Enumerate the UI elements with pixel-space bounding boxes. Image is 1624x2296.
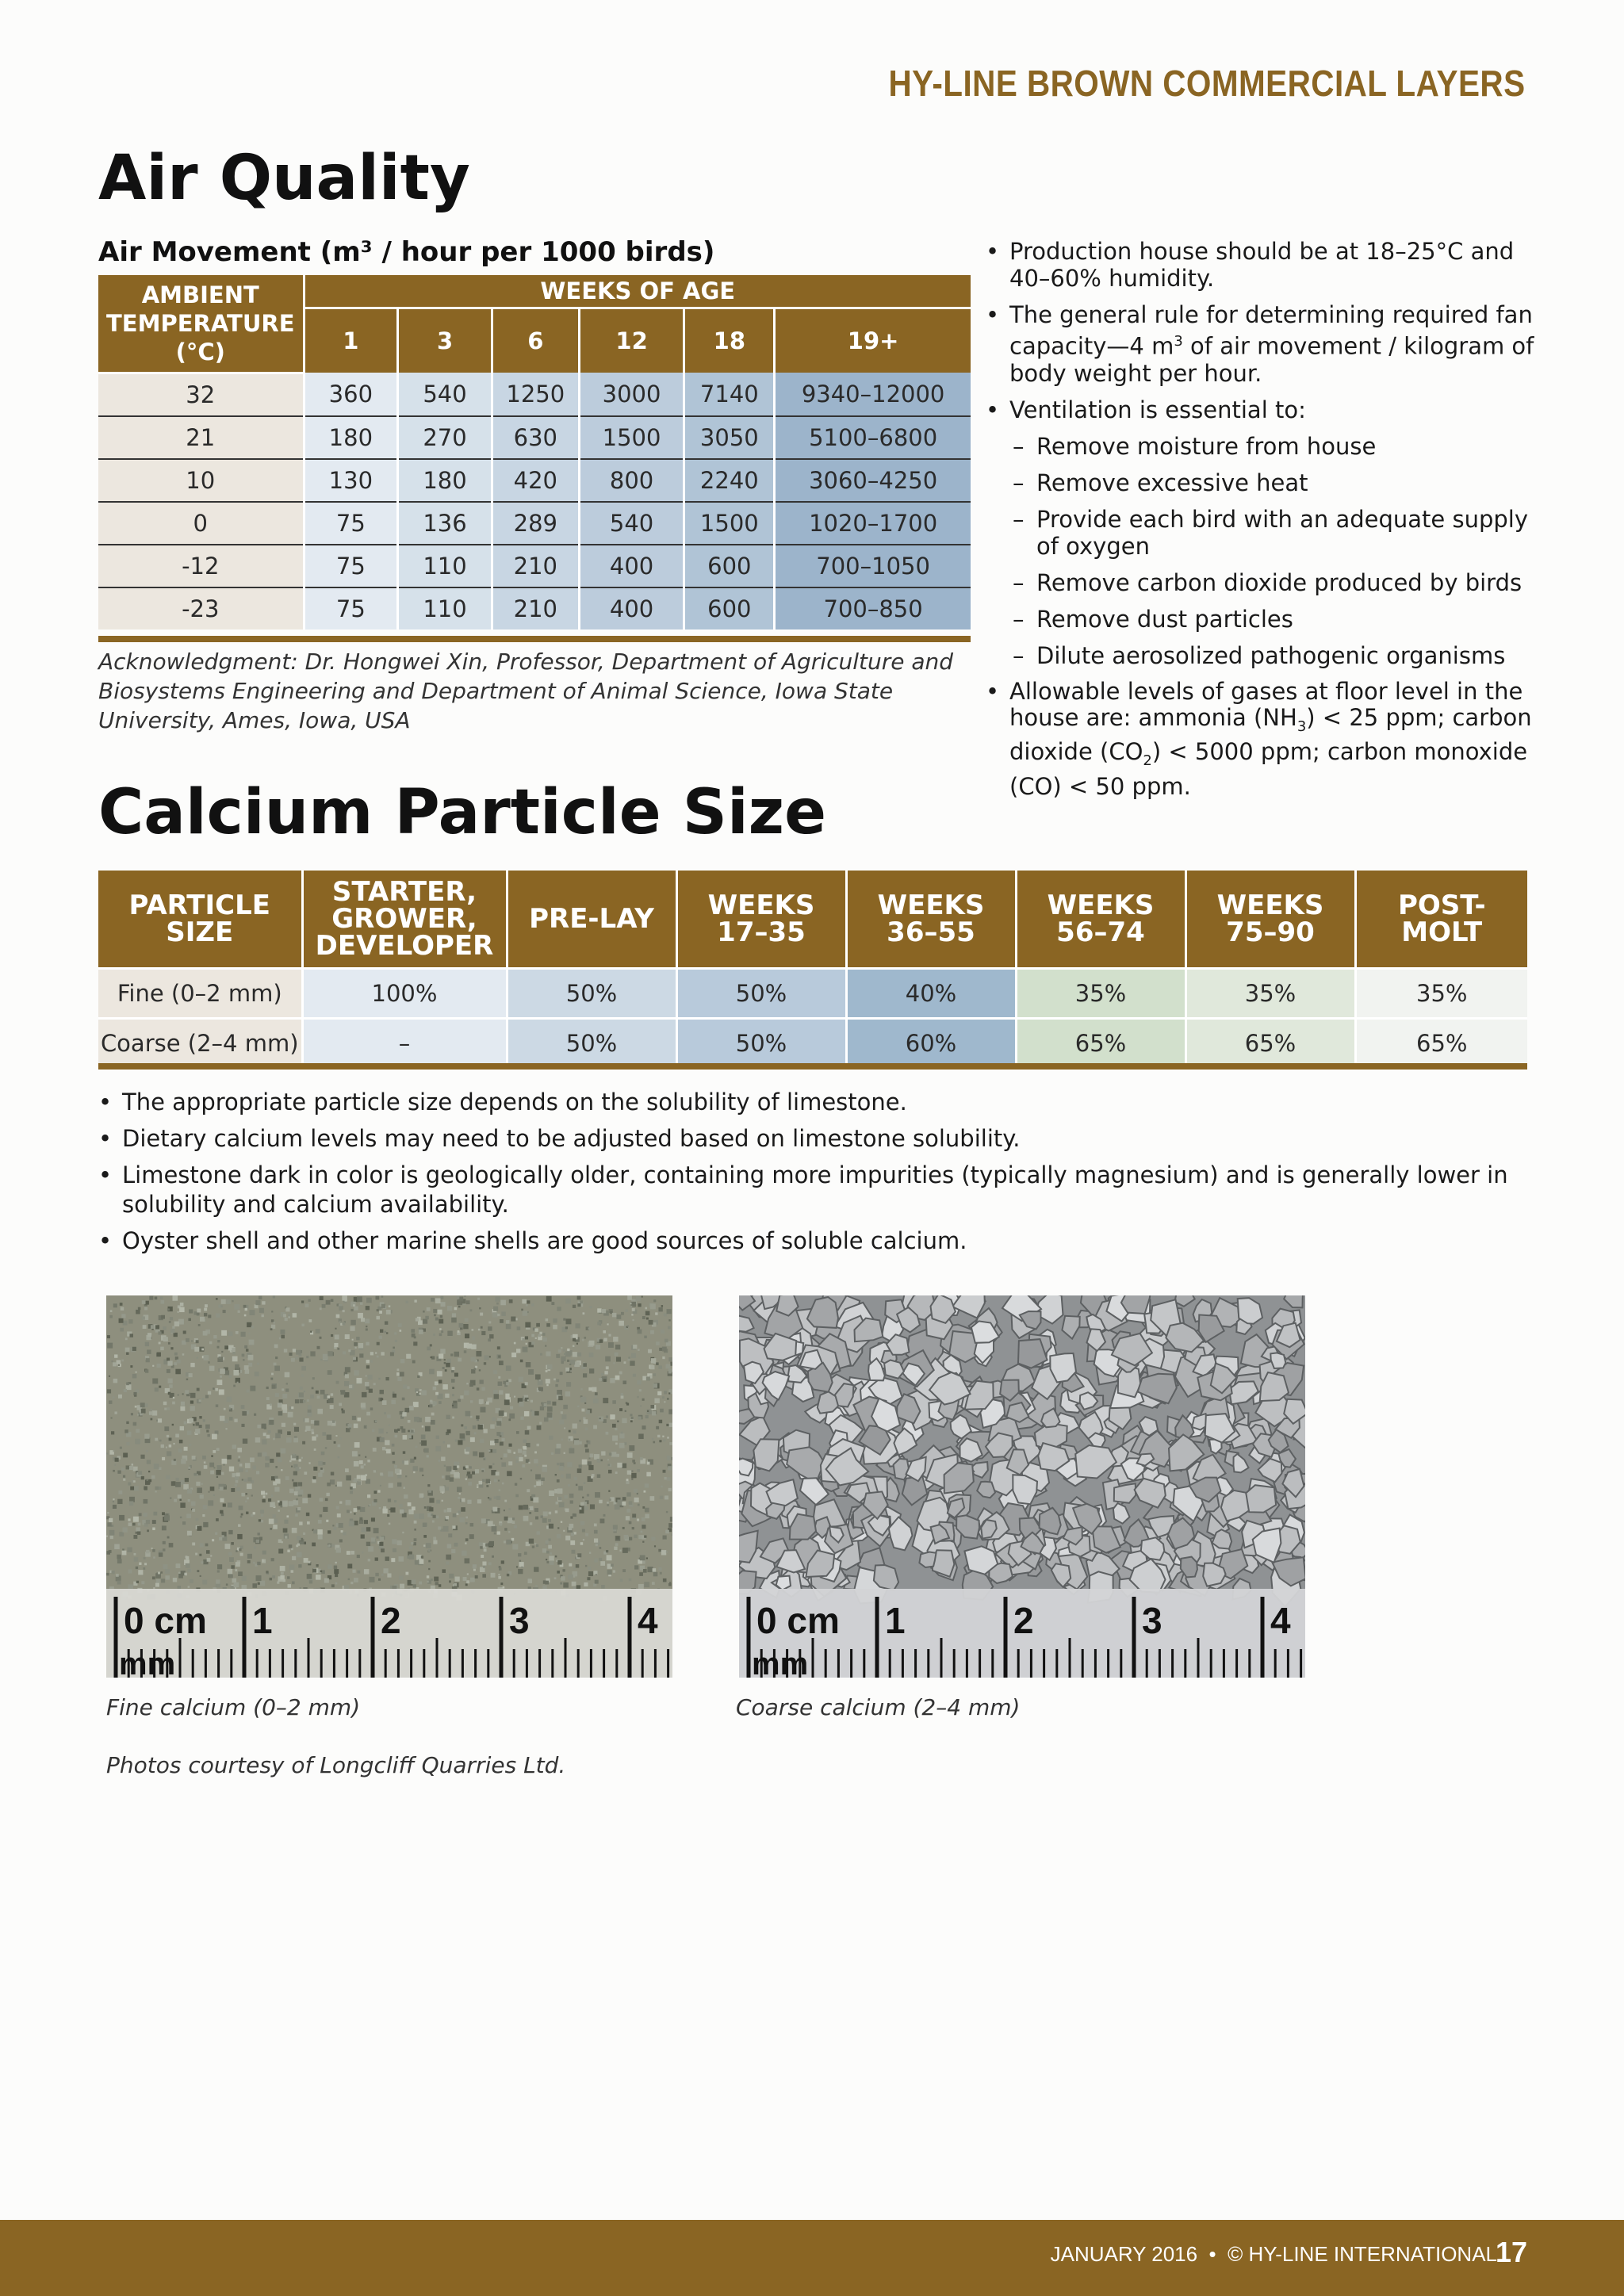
particle-size-cell: Fine (0–2 mm): [98, 969, 302, 1019]
air-value-cell: 360: [304, 373, 398, 416]
air-table-row: [98, 373, 971, 416]
air-value-cell: 180: [304, 416, 398, 459]
calcium-table-row: [98, 1019, 1527, 1069]
ventilation-sub-item: – Remove excessive heat: [986, 469, 1541, 496]
air-value-cell: 700–1050: [775, 545, 971, 587]
acknowledgment: Acknowledgment: Dr. Hongwei Xin, Professor, Department of Agriculture and Biosystems Engineering and Department of Animal Science, Iowa State University, Ames, Iowa, USA: [98, 649, 954, 733]
air-value-cell: 700–850: [775, 587, 971, 629]
air-value-cell: 1500: [684, 502, 775, 545]
calcium-column-header: STARTER, GROWER, DEVELOPER: [302, 871, 507, 969]
calcium-particle-table: [98, 871, 1527, 1069]
running-header: HY-LINE BROWN COMMERCIAL LAYERS: [888, 63, 1526, 104]
calcium-bullet: • Limestone dark in color is geologically older, containing more impurities (typically magnesium) and is generally lower in solubility and calcium availability.: [98, 1161, 1542, 1219]
calcium-value-cell: 35%: [1355, 969, 1527, 1019]
air-value-cell: 289: [492, 502, 579, 545]
calcium-column-header: WEEKS 17–35: [676, 871, 846, 969]
bullet-temperature: • Production house should be at 18–25°C and 40–60% humidity.: [986, 238, 1541, 292]
temperature-cell: -12: [98, 545, 304, 587]
calcium-notes: [98, 1088, 1542, 1263]
week-header: 6: [492, 308, 579, 373]
calcium-table-row: [98, 969, 1527, 1019]
weeks-of-age-header: WEEKS OF AGE: [304, 275, 971, 308]
svg-text:2: 2: [381, 1600, 401, 1641]
calcium-bullet: • Oyster shell and other marine shells are good sources of soluble calcium.: [98, 1226, 1542, 1256]
calcium-value-cell: 50%: [507, 1019, 676, 1069]
air-value-cell: 7140: [684, 373, 775, 416]
calcium-value-cell: 65%: [1016, 1019, 1185, 1069]
svg-text:4: 4: [1270, 1600, 1291, 1641]
svg-text:1: 1: [252, 1600, 273, 1641]
bullet-ventilation: • Ventilation is essential to:: [986, 396, 1541, 423]
air-value-cell: 270: [398, 416, 492, 459]
air-table-bottom-rule: [98, 636, 971, 642]
svg-text:3: 3: [509, 1600, 530, 1641]
air-value-cell: 9340–12000: [775, 373, 971, 416]
air-value-cell: 110: [398, 587, 492, 629]
air-value-cell: 3060–4250: [775, 459, 971, 502]
air-value-cell: 5100–6800: [775, 416, 971, 459]
air-value-cell: 210: [492, 587, 579, 629]
svg-text:0 cm: 0 cm: [756, 1600, 840, 1641]
air-value-cell: 1020–1700: [775, 502, 971, 545]
coarse-calcium-photo: [739, 1295, 1305, 1678]
week-header: 12: [579, 308, 684, 373]
calcium-value-cell: 100%: [302, 969, 507, 1019]
ventilation-sub-item: – Remove dust particles: [986, 606, 1541, 633]
air-table-row: [98, 587, 971, 629]
week-header: 19+: [775, 308, 971, 373]
calcium-value-cell: 65%: [1185, 1019, 1355, 1069]
calcium-value-cell: 35%: [1185, 969, 1355, 1019]
air-value-cell: 110: [398, 545, 492, 587]
air-value-cell: 1500: [579, 416, 684, 459]
air-value-cell: 75: [304, 545, 398, 587]
calcium-table-bottom-rule: [98, 1063, 1527, 1070]
footer-text: JANUARY 2016 • © HY-LINE INTERNATIONAL: [1050, 2242, 1497, 2266]
temperature-cell: 0: [98, 502, 304, 545]
svg-text:mm: mm: [119, 1647, 176, 1678]
calcium-value-cell: 35%: [1016, 969, 1185, 1019]
air-table-row: [98, 416, 971, 459]
air-value-cell: 540: [398, 373, 492, 416]
air-value-cell: 136: [398, 502, 492, 545]
calcium-column-header: WEEKS 56–74: [1016, 871, 1185, 969]
particle-size-cell: Coarse (2–4 mm): [98, 1019, 302, 1069]
temperature-cell: 32: [98, 373, 304, 416]
temperature-cell: -23: [98, 587, 304, 629]
calcium-value-cell: 50%: [676, 1019, 846, 1069]
week-header: 18: [684, 308, 775, 373]
calcium-column-header: WEEKS 75–90: [1185, 871, 1355, 969]
air-value-cell: 420: [492, 459, 579, 502]
week-header: 3: [398, 308, 492, 373]
air-table-row: [98, 502, 971, 545]
calcium-value-cell: 50%: [507, 969, 676, 1019]
ventilation-sub-item: – Remove carbon dioxide produced by birds: [986, 569, 1541, 596]
calcium-column-header: PARTICLE SIZE: [98, 871, 302, 969]
calcium-value-cell: 65%: [1355, 1019, 1527, 1069]
air-table-row: [98, 545, 971, 587]
svg-text:3: 3: [1142, 1600, 1162, 1641]
temperature-cell: 10: [98, 459, 304, 502]
air-value-cell: 540: [579, 502, 684, 545]
air-value-cell: 3000: [579, 373, 684, 416]
air-value-cell: 75: [304, 502, 398, 545]
calcium-column-header: WEEKS 36–55: [846, 871, 1016, 969]
calcium-column-header: PRE-LAY: [507, 871, 676, 969]
air-value-cell: 180: [398, 459, 492, 502]
air-value-cell: 3050: [684, 416, 775, 459]
air-value-cell: 400: [579, 545, 684, 587]
page-number: 17: [1495, 2236, 1527, 2268]
air-value-cell: 600: [684, 545, 775, 587]
svg-text:mm: mm: [752, 1647, 809, 1678]
air-value-cell: 75: [304, 587, 398, 629]
calcium-value-cell: 60%: [846, 1019, 1016, 1069]
svg-text:0 cm: 0 cm: [124, 1600, 207, 1641]
ambient-temperature-header: AMBIENT TEMPERATURE (°C): [98, 275, 304, 373]
calcium-value-cell: 40%: [846, 969, 1016, 1019]
fine-calcium-photo: [106, 1295, 672, 1678]
svg-text:4: 4: [638, 1600, 658, 1641]
fine-calcium-caption: Fine calcium (0–2 mm): [106, 1694, 361, 1720]
calcium-value-cell: –: [302, 1019, 507, 1069]
air-value-cell: 800: [579, 459, 684, 502]
air-value-cell: 130: [304, 459, 398, 502]
air-value-cell: 630: [492, 416, 579, 459]
coarse-calcium-caption: Coarse calcium (2–4 mm): [736, 1694, 1021, 1720]
air-quality-title: Air Quality: [98, 143, 470, 214]
ventilation-sub-item: – Dilute aerosolized pathogenic organisms: [986, 642, 1541, 669]
temperature-cell: 21: [98, 416, 304, 459]
air-value-cell: 400: [579, 587, 684, 629]
air-table-row: [98, 459, 971, 502]
calcium-bullet: • The appropriate particle size depends on the solubility of limestone.: [98, 1088, 1542, 1117]
air-value-cell: 600: [684, 587, 775, 629]
air-movement-table: [98, 275, 971, 629]
calcium-column-header: POST-MOLT: [1355, 871, 1527, 969]
bullet-fan-capacity: • The general rule for determining required fan capacity—4 $m^3$ of air movement / kilogram of body weight per hour.: [986, 301, 1541, 387]
air-value-cell: 1250: [492, 373, 579, 416]
svg-text:2: 2: [1013, 1600, 1034, 1641]
ventilation-notes: [986, 238, 1541, 809]
svg-text:1: 1: [885, 1600, 906, 1641]
week-header: 1: [304, 308, 398, 373]
calcium-title: Calcium Particle Size: [98, 777, 826, 848]
photo-credit: Photos courtesy of Longcliff Quarries Ltd.: [106, 1752, 566, 1778]
ventilation-sub-item: – Provide each bird with an adequate supply of oxygen: [986, 506, 1541, 560]
bullet-gas-levels: • Allowable levels of gases at floor level in the house are: ammonia $(NH_3) < 25$ ppm; carbon dioxide $(CO_2) < 5000$ ppm; carbon monoxide (CO) < 50 ppm.: [986, 679, 1541, 801]
air-value-cell: 210: [492, 545, 579, 587]
ventilation-sub-item: – Remove moisture from house: [986, 433, 1541, 460]
air-movement-subtitle: Air Movement (m³ / hour per 1000 birds): [98, 236, 715, 268]
calcium-bullet: • Dietary calcium levels may need to be adjusted based on limestone solubility.: [98, 1124, 1542, 1154]
calcium-value-cell: 50%: [676, 969, 846, 1019]
air-value-cell: 2240: [684, 459, 775, 502]
